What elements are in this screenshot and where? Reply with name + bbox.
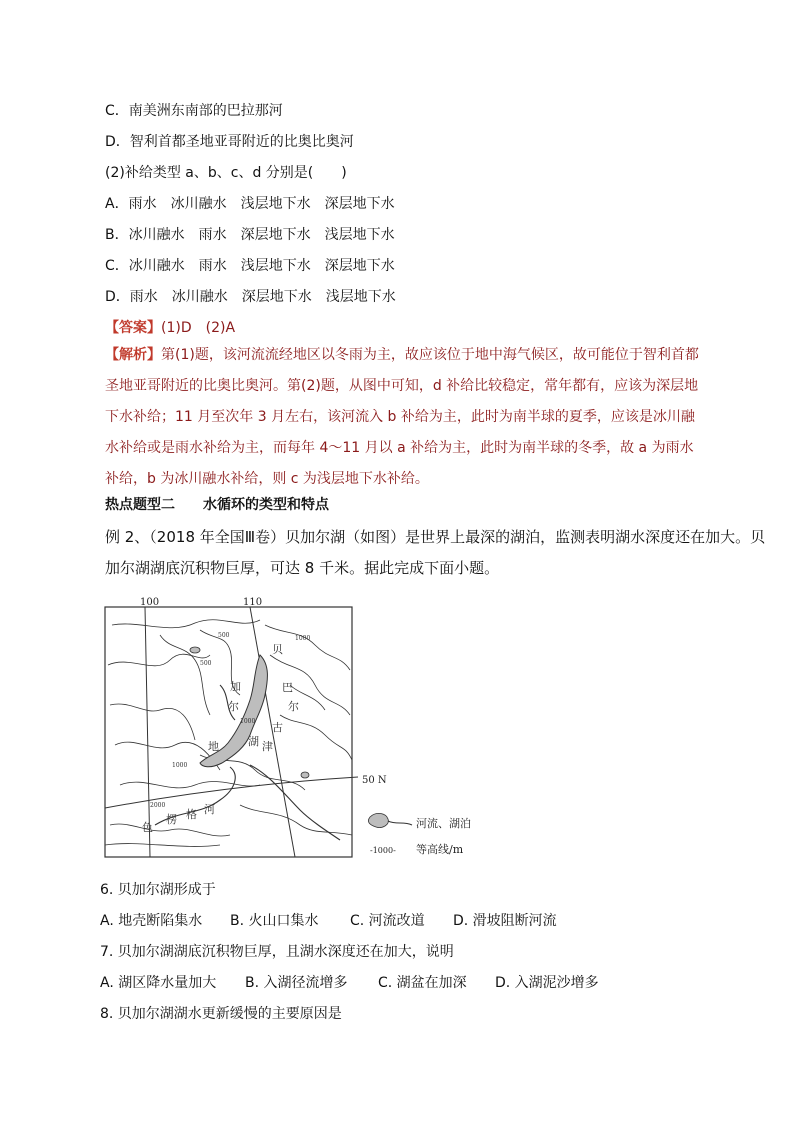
lat-label-50n: 50 N (362, 775, 387, 786)
svg-text:尔: 尔 (288, 700, 299, 713)
q7-option-b: B. 入湖径流增多 (245, 975, 348, 991)
svg-text:楞: 楞 (166, 813, 177, 826)
lon-label-100: 100 (140, 597, 160, 608)
q7-option-a: A. 湖区降水量加大 (100, 975, 217, 991)
answer-label: 【答案】 (105, 320, 161, 336)
example-line-1: 例 2、（2018 年全国Ⅲ卷）贝加尔湖（如图）是世界上最深的湖泊，监测表明湖水深度还在加大。贝 (105, 528, 766, 546)
analysis-label: 【解析】 (105, 347, 161, 363)
legend-lake-river: 河流、湖泊 (416, 817, 471, 830)
meridian-100 (145, 607, 150, 857)
svg-text:格: 格 (186, 808, 197, 821)
section-heading: 热点题型二 水循环的类型和特点 (105, 497, 329, 513)
svg-text:500: 500 (218, 632, 230, 639)
q6-option-a: A. 地壳断陷集水 (100, 913, 203, 929)
svg-text:2000: 2000 (150, 802, 166, 809)
svg-text:尔: 尔 (228, 700, 239, 713)
svg-text:河: 河 (204, 803, 215, 816)
legend-river-line (388, 821, 412, 825)
q2-option-c: C．冰川融水 雨水 浅层地下水 深层地下水 (105, 258, 395, 274)
svg-text:湖: 湖 (248, 735, 259, 748)
parallel-50 (105, 777, 358, 808)
baikal-map-svg (100, 595, 480, 860)
q2-option-a: A．雨水 冰川融水 浅层地下水 深层地下水 (105, 196, 395, 212)
q2-option-b: B．冰川融水 雨水 深层地下水 浅层地下水 (105, 227, 395, 243)
svg-text:巴: 巴 (282, 681, 293, 694)
svg-text:贝: 贝 (272, 643, 283, 656)
contour-lines (105, 620, 352, 847)
q2-stem: (2)补给类型 a、b、c、d 分别是( ) (105, 165, 347, 181)
small-lake (190, 647, 200, 653)
q1-option-d: D．智利首都圣地亚哥附近的比奥比奥河 (105, 134, 354, 150)
q7-option-d: D. 入湖泥沙增多 (495, 975, 599, 991)
answer-text: (1)D (2)A (161, 320, 236, 336)
example-line-2: 加尔湖湖底沉积物巨厚，可达 8 千米。据此完成下面小题。 (105, 559, 500, 577)
legend-lake-swatch (368, 813, 388, 827)
svg-text:1000: 1000 (295, 635, 311, 642)
svg-text:500: 500 (200, 660, 212, 667)
svg-text:加: 加 (230, 680, 241, 693)
q8-stem: 8. 贝加尔湖湖水更新缓慢的主要原因是 (100, 1006, 342, 1022)
q1-option-c: C．南美洲东南部的巴拉那河 (105, 103, 283, 119)
analysis-text: 第(1)题，该河流流经地区以冬雨为主，故应该位于地中海气候区，故可能位于智利首都圣地亚哥附近的比奥比奥河。第(2)题，从图中可知，d 补给比较稳定，常年都有，应该为深层地下水补给；11 月至次年 3 月左右，该河流入 b 补给为主，此时为南半球的夏季，应该是冰川融水补给或是雨水补给为主，而每年 4～11 月以 a 补给为主，此时为南半球的冬季，故 a 为雨水补给，b 为冰川融水补给，则 c 为浅层地下水补给。 (105, 347, 699, 487)
svg-text:津: 津 (262, 740, 273, 753)
small-lake (301, 772, 309, 778)
q6-option-b: B. 火山口集水 (230, 913, 319, 929)
svg-text:1000: 1000 (240, 718, 256, 725)
q6-stem: 6. 贝加尔湖形成于 (100, 882, 216, 898)
place-labels (142, 643, 299, 834)
baikal-map (100, 595, 480, 860)
svg-text:1000: 1000 (172, 762, 188, 769)
answer-line (105, 318, 235, 338)
svg-text:地: 地 (208, 740, 219, 753)
q7-stem: 7. 贝加尔湖湖底沉积物巨厚，且湖水深度还在加大，说明 (100, 944, 454, 960)
q7-option-c: C. 湖盆在加深 (378, 975, 467, 991)
svg-text:古: 古 (272, 721, 283, 734)
svg-text:色: 色 (142, 821, 153, 834)
q2-option-d: D．雨水 冰川融水 深层地下水 浅层地下水 (105, 289, 396, 305)
legend-contour: 等高线/m (416, 843, 464, 856)
q6-option-c: C. 河流改道 (350, 913, 425, 929)
lon-label-110: 110 (243, 597, 263, 608)
q6-option-d: D. 滑坡阻断河流 (453, 913, 557, 929)
analysis-paragraph (105, 340, 705, 495)
legend-contour-sample: -1000- (370, 846, 396, 855)
